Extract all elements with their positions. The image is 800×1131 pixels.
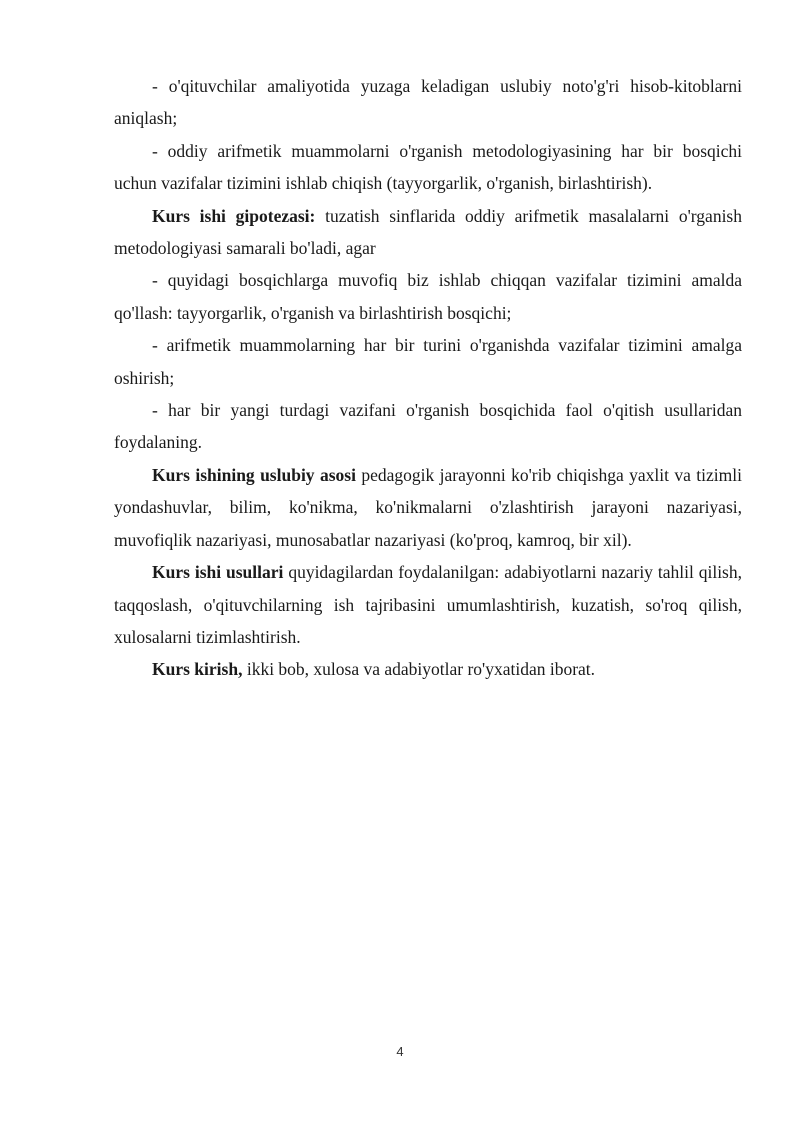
paragraph-text: tuzatish sinflarida oddiy arifmetik masalalarni o'rganish metodologiyasi samarali bo'ladi, agar — [114, 205, 742, 259]
paragraph-text: - o'qituvchilar amaliyotida yuzaga keladigan uslubiy noto'g'ri hisob-kitoblarni aniqlash; — [114, 76, 742, 129]
paragraph-hypothesis-item-2 — [114, 329, 742, 394]
paragraph-task-1 — [114, 70, 742, 135]
paragraph-lead: Kurs ishi usullari — [152, 562, 284, 583]
paragraph-text: - quyidagi bosqichlarga muvofiq biz ishlab chiqqan vazifalar tizimini amalda qo'llash: tayyorgarlik, o'rganish va birlashtirish bosqichi; — [114, 270, 742, 323]
paragraph-task-2 — [114, 135, 742, 200]
paragraph-methods — [114, 556, 742, 653]
paragraph-text: ikki bob, xulosa va adabiyotlar ro'yxatidan iborat. — [242, 659, 596, 680]
paragraph-text: - oddiy arifmetik muammolarni o'rganish metodologiyasining har bir bosqichi uchun vazifalar tizimini ishlab chiqish (tayyorgarlik, o'rganish, birlashtirish). — [114, 140, 742, 194]
paragraph-text: - arifmetik muammolarning har bir turini o'rganishda vazifalar tizimini amalga oshirish; — [114, 335, 742, 388]
paragraph-hypothesis — [114, 200, 742, 265]
paragraph-text: pedagogik jarayonni ko'rib chiqishga yaxlit va tizimli yondashuvlar, bilim, ko'nikma, ko'nikmalarni o'zlashtirish jarayoni nazariyasi, muvofiqlik nazariyasi, munosabatlar nazariyasi (ko'proq, kamroq, bir xil). — [114, 464, 742, 550]
paragraph-hypothesis-item-1 — [114, 264, 742, 329]
page-number: 4 — [396, 1044, 404, 1059]
paragraph-hypothesis-item-3 — [114, 394, 742, 459]
paragraph-lead: Kurs ishining uslubiy asosi — [152, 464, 356, 485]
paragraph-structure — [114, 653, 742, 685]
paragraph-text: - har bir yangi turdagi vazifani o'rganish bosqichida faol o'qitish usullaridan foydalaning. — [114, 400, 742, 453]
paragraph-lead: Kurs kirish, — [152, 659, 243, 680]
paragraph-methodological-basis — [114, 459, 742, 556]
document-body — [114, 70, 742, 686]
paragraph-text: quyidagilardan foydalanilgan: adabiyotlarni nazariy tahlil qilish, taqqoslash, o'qituvchilarning ish tajribasini umumlashtirish, kuzatish, so'roq qilish, xulosalarni tizimlashtirish. — [114, 562, 742, 647]
paragraph-lead: Kurs ishi gipotezasi: — [152, 205, 316, 226]
